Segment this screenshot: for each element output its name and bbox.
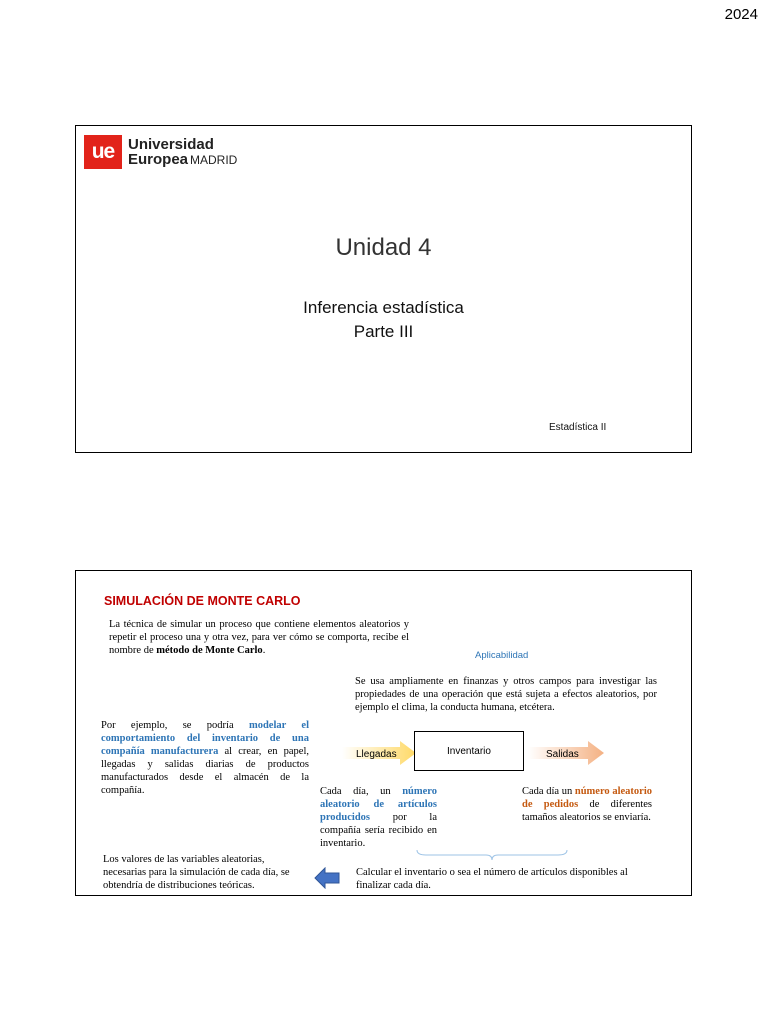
intro-pre: La técnica de simular un proceso que contiene elementos aleatorios y repetir el proceso una y otra vez, para ver cómo se comporta, recibe el nombre de <box>109 619 409 656</box>
slide-monte-carlo <box>75 570 692 896</box>
logo-madrid: MADRID <box>190 152 238 167</box>
aplicabilidad-label: Aplicabilidad <box>475 650 529 661</box>
section-title: SIMULACIÓN DE MONTE CARLO <box>104 594 301 608</box>
intro-paragraph <box>109 618 409 657</box>
right-note-pre: Cada día un <box>522 786 575 797</box>
logo-line-2 <box>128 152 237 168</box>
inventario-box <box>414 731 524 771</box>
bottom-right-paragraph: Calcular el inventario o sea el número de artículos disponibles al finalizar cada día. <box>356 867 628 891</box>
slide-subtitle-2: Parte III <box>353 322 414 341</box>
aplicabilidad-paragraph: Se usa ampliamente en finanzas y otros campos para investigar las propiedades de una operación que está sujeta a efectos aleatorios, por ejemplo el clima, la conducta humana, etcétera. <box>355 676 657 713</box>
brace-icon <box>416 849 568 861</box>
university-logo <box>84 135 237 169</box>
example-post: al crear, en papel, llegadas y salidas diarias de productos manufacturados desde el almacén de la compañía. <box>101 746 310 796</box>
intro-post: . <box>262 645 266 656</box>
left-note <box>320 785 437 850</box>
left-note-post: por la compañía sería recibido en inventario. <box>320 812 437 849</box>
slide-subtitle-1: Inferencia estadística <box>303 298 464 317</box>
page-year: 2024 <box>724 6 758 23</box>
slide-title <box>75 125 692 453</box>
slide-main-title: Unidad 4 <box>335 234 432 261</box>
logo-text <box>128 137 237 168</box>
logo-line-1: Universidad <box>128 135 214 153</box>
label-inventario: Inventario <box>447 745 491 757</box>
slide-footer: Estadística II <box>549 422 607 433</box>
example-pre: Por ejemplo, se podría <box>101 720 249 731</box>
example-highlight: modelar el comportamiento del inventario de una compañía manufacturera <box>101 720 309 757</box>
logo-europea: Europea <box>128 150 189 168</box>
back-arrow-icon <box>314 867 340 889</box>
bottom-left-paragraph: Los valores de las variables aleatorias, necesarias para la simulación de cada día, se obtendría de distribuciones teóricas. <box>103 854 290 891</box>
label-salidas: Salidas <box>546 749 579 760</box>
right-note-highlight: número aleatorio de pedidos <box>522 786 652 810</box>
intro-bold: método de Monte Carlo <box>156 645 263 656</box>
example-paragraph <box>101 719 309 797</box>
left-note-highlight: número aleatorio de artículos producidos <box>320 786 437 823</box>
left-note-pre: Cada día, un <box>320 786 403 797</box>
right-note <box>522 785 652 824</box>
right-note-post: de diferentes tamaños aleatorios se enviaría. <box>522 799 652 823</box>
ue-logo-mark: ue <box>84 135 122 169</box>
label-llegadas: Llegadas <box>356 749 397 760</box>
